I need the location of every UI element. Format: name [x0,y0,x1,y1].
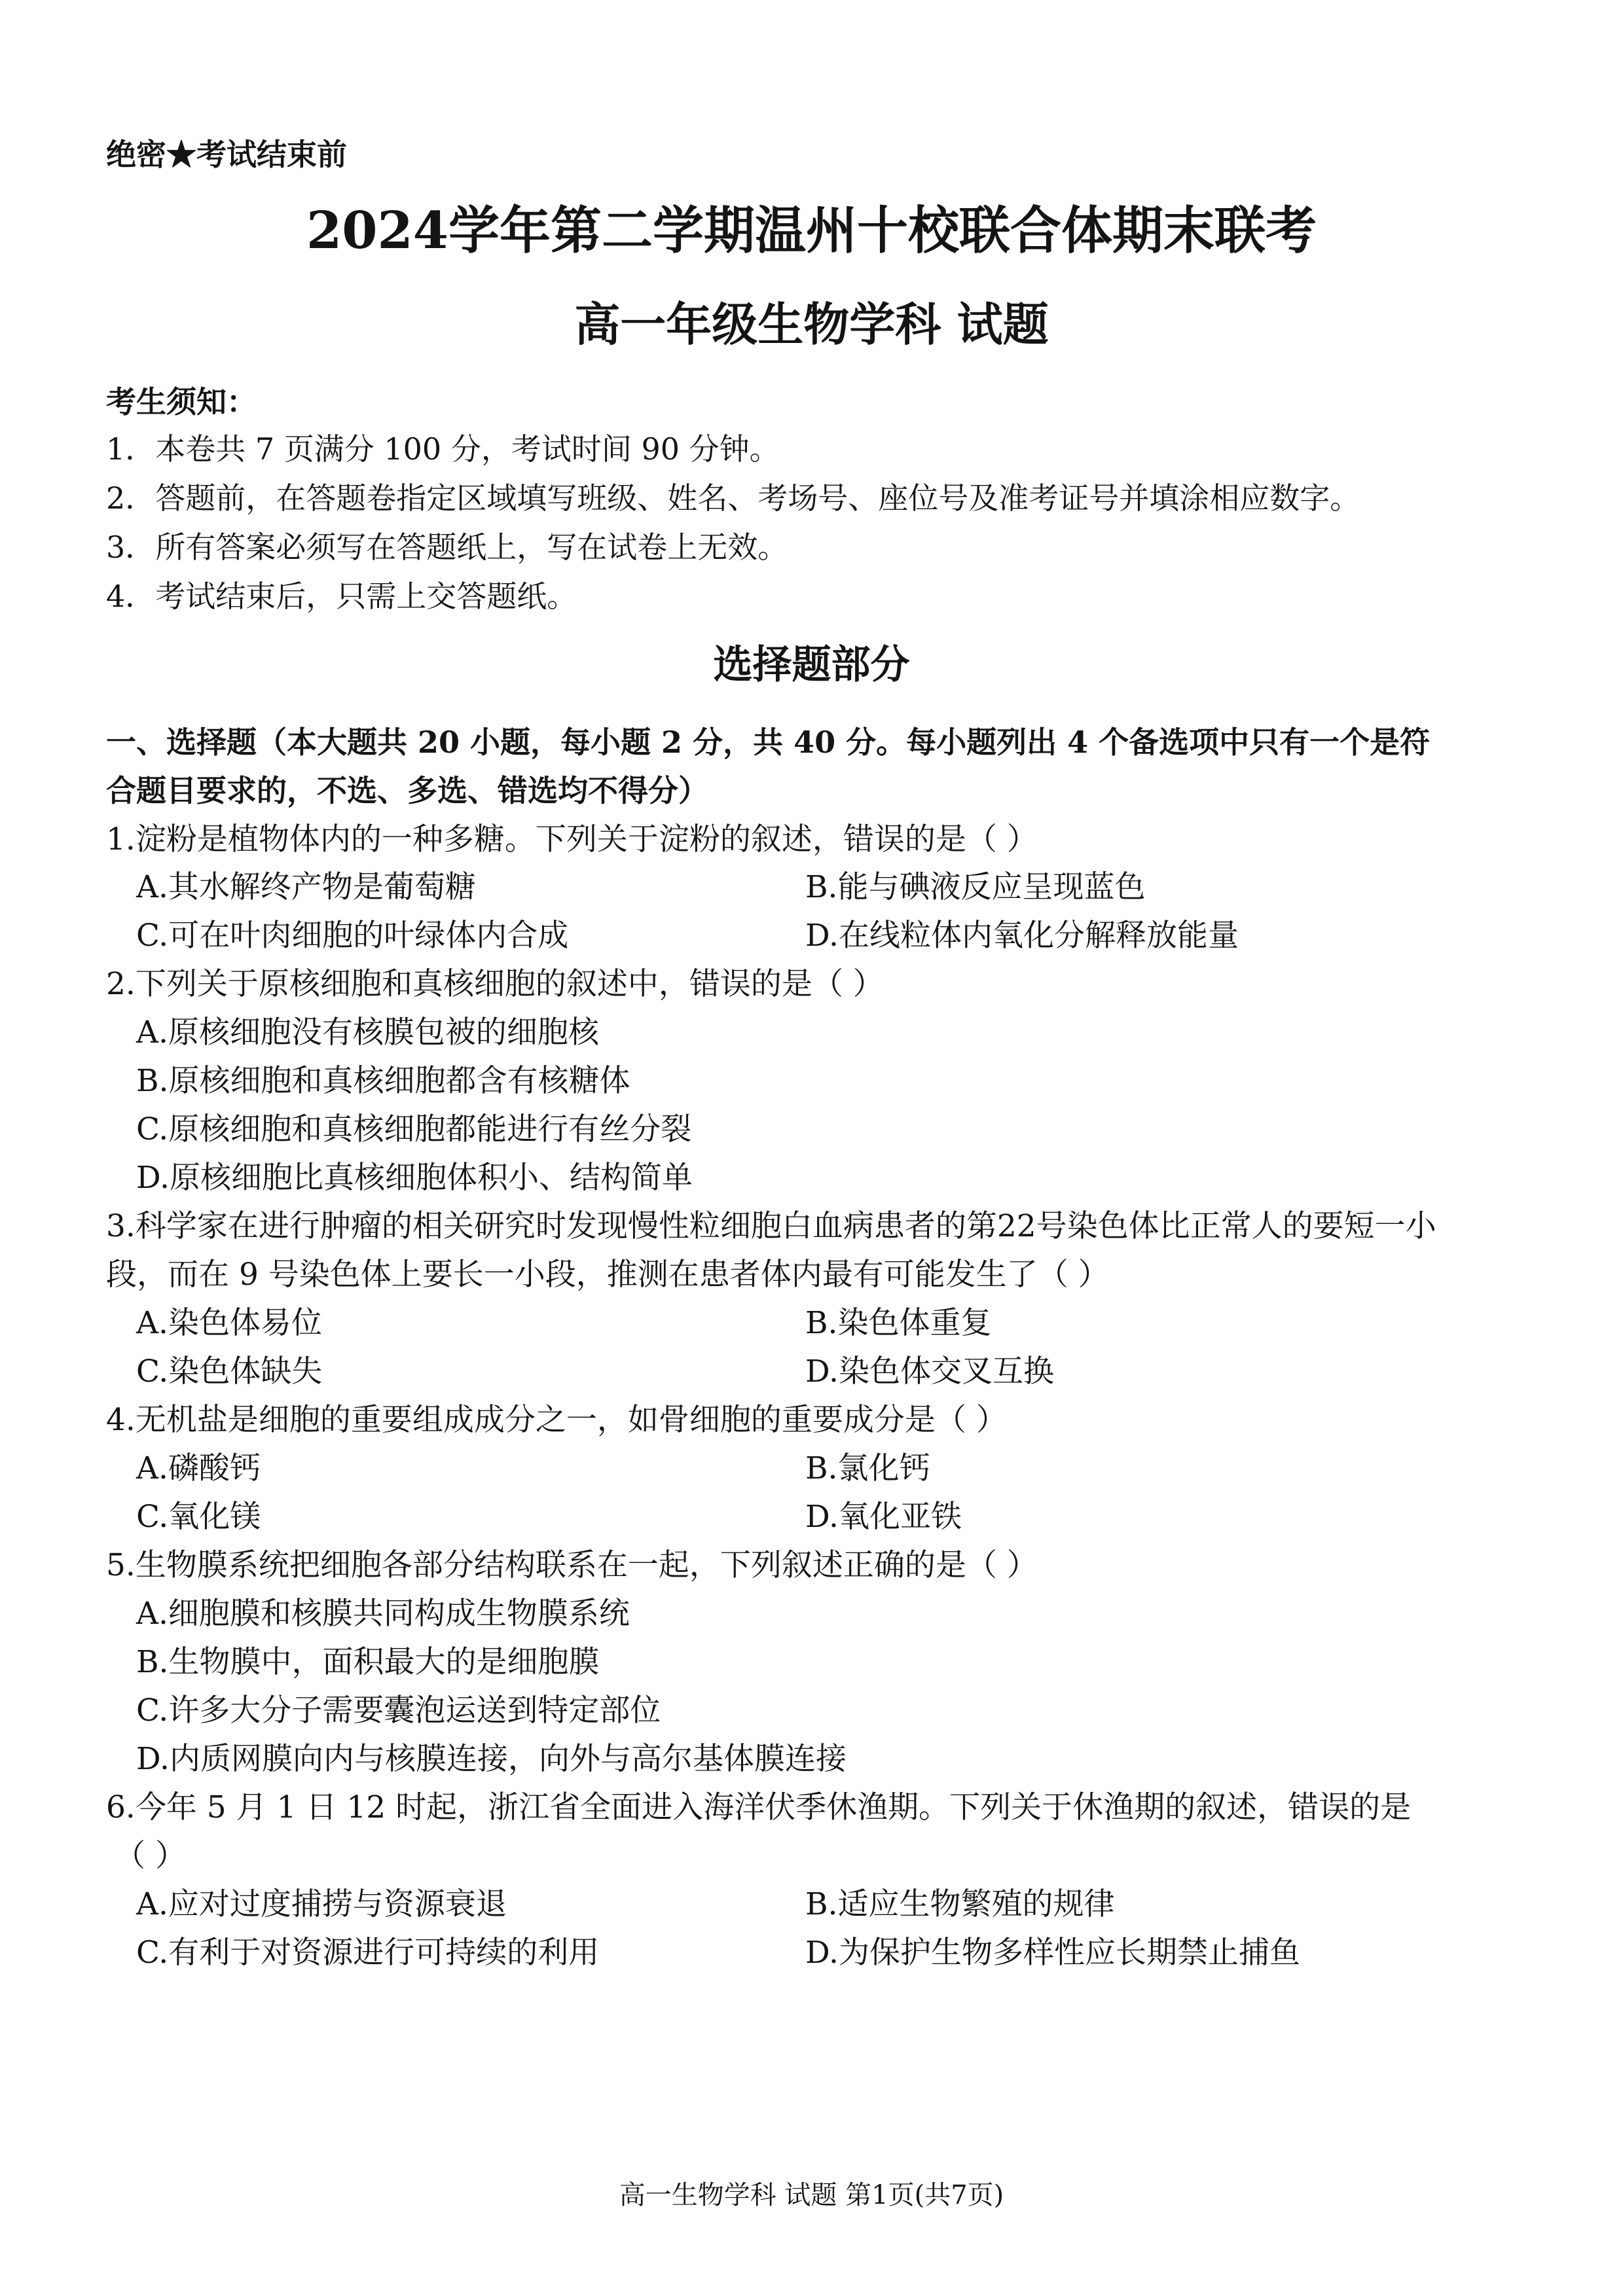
question-5-option-d: D.内质网膜向内与核膜连接，向外与高尔基体膜连接 [136,1741,847,1777]
notice-item: 3．所有答案必须写在答题纸上，写在试卷上无效。 [106,529,788,565]
question-1-option-d: D.在线粒体内氧化分解释放能量 [805,918,1239,954]
question-6-option-a: A.应对过度捕捞与资源衰退 [136,1886,507,1922]
exam-title: 2024学年第二学期温州十校联合体期末联考 [306,201,1317,260]
notice-item: 1．本卷共 7 页满分 100 分，考试时间 90 分钟。 [106,431,780,467]
question-3-option-d: D.染色体交叉互换 [805,1354,1054,1390]
part-heading-line: 合题目要求的，不选、多选、错选均不得分） [106,773,708,808]
question-6-stem: （ ） [115,1838,186,1874]
notice-item: 2．答题前，在答题卷指定区域填写班级、姓名、考场号、座位号及准考证号并填涂相应数字。 [106,480,1360,516]
question-2-option-c: C.原核细胞和真核细胞都能进行有丝分裂 [136,1111,692,1147]
question-1-option-a: A.其水解终产物是葡萄糖 [136,869,476,905]
question-4-option-b: B.氯化钙 [805,1450,930,1486]
question-6-stem: 6.今年 5 月 1 日 12 时起，浙江省全面进入海洋伏季休渔期。下列关于休渔期的叙述，错误的是 [106,1789,1412,1825]
section-title: 选择题部分 [713,642,910,688]
exam-subtitle: 高一年级生物学科 试题 [574,297,1049,351]
part-heading-line: 一、选择题（本大题共 20 小题，每小题 2 分，共 40 分。每小题列出 4 个备选项中只有一个是符 [106,725,1431,760]
notice-heading: 考生须知： [106,384,257,420]
question-1-option-b: B.能与碘液反应呈现蓝色 [805,869,1146,905]
confidential-label: 绝密★考试结束前 [106,137,347,172]
question-3-option-a: A.染色体易位 [136,1305,322,1341]
question-4-stem: 4.无机盐是细胞的重要组成成分之一，如骨细胞的重要成分是（ ） [106,1402,1007,1438]
question-5-option-a: A.细胞膜和核膜共同构成生物膜系统 [136,1596,630,1632]
question-2-option-a: A.原核细胞没有核膜包被的细胞核 [136,1014,599,1050]
question-5-stem: 5.生物膜系统把细胞各部分结构联系在一起，下列叙述正确的是（ ） [106,1547,1038,1583]
page-footer: 高一生物学科 试题 第1页(共7页) [619,2180,1004,2210]
question-5-option-c: C.许多大分子需要囊泡运送到特定部位 [136,1693,661,1729]
question-2-option-b: B.原核细胞和真核细胞都含有核糖体 [136,1063,630,1099]
question-4-option-c: C.氧化镁 [136,1499,261,1535]
question-6-option-d: D.为保护生物多样性应长期禁止捕鱼 [805,1935,1300,1971]
question-1-option-c: C.可在叶肉细胞的叶绿体内合成 [136,918,569,954]
question-4-option-a: A.磷酸钙 [136,1450,261,1486]
question-2-option-d: D.原核细胞比真核细胞体积小、结构简单 [136,1160,693,1196]
question-4-option-d: D.氧化亚铁 [805,1499,962,1535]
question-2-stem: 2.下列关于原核细胞和真核细胞的叙述中，错误的是（ ） [106,966,884,1002]
question-1-stem: 1.淀粉是植物体内的一种多糖。下列关于淀粉的叙述，错误的是（ ） [106,821,1038,857]
question-3-option-b: B.染色体重复 [805,1305,992,1341]
question-3-stem: 3.科学家在进行肿瘤的相关研究时发现慢性粒细胞白血病患者的第22号染色体比正常人的要短一小 [106,1208,1436,1244]
question-5-option-b: B.生物膜中，面积最大的是细胞膜 [136,1644,600,1680]
question-6-option-b: B.适应生物繁殖的规律 [805,1886,1115,1922]
question-6-option-c: C.有利于对资源进行可持续的利用 [136,1935,600,1971]
question-3-option-c: C.染色体缺失 [136,1354,323,1390]
notice-item: 4．考试结束后，只需上交答题纸。 [106,579,577,614]
question-3-stem: 段，而在 9 号染色体上要长一小段，推测在患者体内最有可能发生了（ ） [106,1257,1109,1293]
